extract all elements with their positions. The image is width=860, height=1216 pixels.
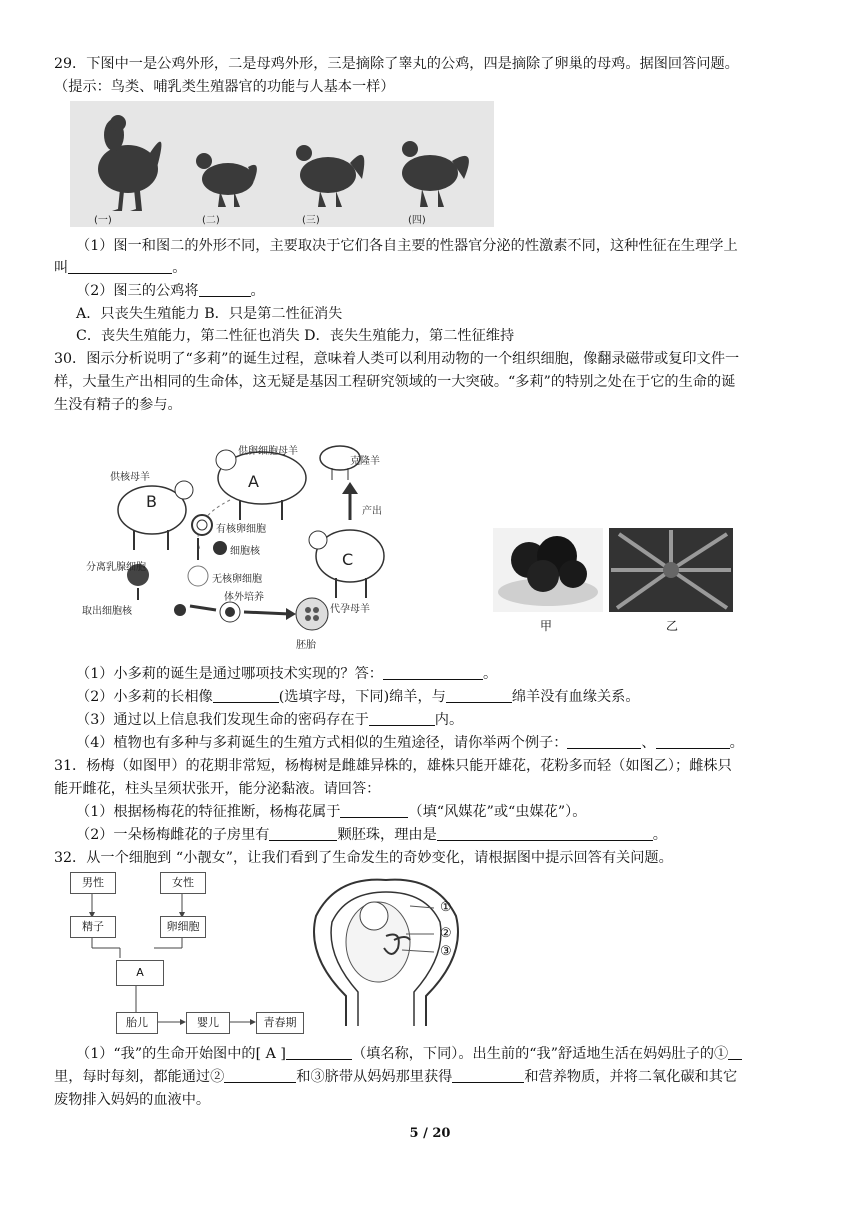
q32-stem: 32．从一个细胞到 “小靓女”，让我们看到了生命发生的奇妙变化，请根据图中提示回答有关问题。 <box>54 850 673 866</box>
q29-option-ab: A．只丧失生殖能力 B．只是第二性征消失 <box>76 306 343 322</box>
enucleated-egg-label: 无核卵细胞 <box>212 574 262 585</box>
embryo-label: 胚胎 <box>296 640 316 651</box>
development-flowchart <box>64 872 304 1036</box>
fig-label-1: (一) <box>94 215 112 226</box>
marker-1: ① <box>440 900 452 915</box>
nucleus-donor-label: 供核母羊 <box>110 472 150 483</box>
answer-blank[interactable] <box>340 803 408 818</box>
surrogate-label: 代孕母羊 <box>330 604 370 615</box>
cell-nucleus-label: 细胞核 <box>230 546 260 557</box>
answer-blank[interactable] <box>383 665 483 680</box>
sperm-box: 精子 <box>70 916 116 938</box>
baby-box: 婴儿 <box>186 1012 230 1034</box>
egg-box: 卵细胞 <box>160 916 206 938</box>
answer-blank[interactable] <box>656 734 730 749</box>
output-label: 产出 <box>362 506 382 517</box>
q29-option-cd: C．丧失生殖能力，第二性征也消失 D．丧失生殖能力，第二性征维持 <box>76 328 515 344</box>
answer-blank[interactable] <box>213 688 279 703</box>
fig-label-4: (四) <box>408 215 426 226</box>
chickens-illustration <box>70 101 494 227</box>
fig-label-3: (三) <box>302 215 320 226</box>
fetus-box: 胎儿 <box>116 1012 158 1034</box>
q29-sub1-line2: 叫 。 <box>54 260 187 276</box>
bayberry-photo-yi <box>609 528 733 612</box>
female-box: 女性 <box>160 872 206 894</box>
q30-sub1: （1）小多莉的诞生是通过哪项技术实现的？答： 。 <box>76 666 498 682</box>
answer-blank[interactable] <box>224 1068 296 1083</box>
answer-blank[interactable] <box>68 259 172 274</box>
answer-blank[interactable] <box>452 1068 524 1083</box>
fig-label-2: (二) <box>202 215 220 226</box>
egg-with-nucleus-label: 有核卵细胞 <box>216 524 266 535</box>
q29-hint: （提示：鸟类、哺乳类生殖器官的功能与人基本一样） <box>54 79 395 95</box>
separate-cells-label: 分离乳腺细胞 <box>86 562 146 573</box>
answer-blank[interactable] <box>437 826 653 841</box>
puberty-box: 青春期 <box>256 1012 304 1034</box>
q31-sub2: （2）一朵杨梅雌花的子房里有 颗胚珠，理由是 。 <box>76 827 667 843</box>
q32-sub1-line1: （1）“我”的生命开始图中的[ A ] （填名称，下同）。出生前的“我”舒适地生活在妈妈肚子的① <box>76 1044 742 1064</box>
answer-blank[interactable] <box>446 688 512 703</box>
q29-sub2: （2）图三的公鸡将 。 <box>76 283 265 299</box>
q29-stem-line1: 29．下图中一是公鸡外形，二是母鸡外形，三是摘除了睾丸的公鸡，四是摘除了卵巢的母鸡。据图回答问题。 <box>54 56 739 72</box>
q31-sub1: （1）根据杨梅花的特征推断，杨梅花属于 （填“风媒花”或“虫媒花”）。 <box>76 804 587 820</box>
take-nucleus-label: 取出细胞核 <box>82 606 132 617</box>
q30-stem-line1: 30．图示分析说明了“多莉”的诞生过程，意味着人类可以利用动物的一个组织细胞，像翻录磁带或复印文件一 <box>54 351 740 367</box>
q30-sub4: （4）植物也有多种与多莉诞生的生殖方式相似的生殖途径，请你举两个例子： 、 。 <box>76 735 744 751</box>
q32-sub1-line3: 废物排入妈妈的血液中。 <box>54 1092 211 1108</box>
egg-donor-label: 供卵细胞母羊 <box>238 446 298 457</box>
dolly-cloning-diagram <box>80 430 420 656</box>
q31-stem-line1: 31．杨梅（如图甲）的花期非常短，杨梅树是雌雄异株的，雄株只能开雄花，花粉多而轻（如图乙）；雌株只 <box>54 758 732 774</box>
answer-blank[interactable] <box>728 1045 742 1060</box>
chickens-figure <box>70 101 494 227</box>
answer-blank[interactable] <box>369 711 435 726</box>
sheep-c-label: C <box>342 550 354 569</box>
answer-blank[interactable] <box>269 826 337 841</box>
bayberry-photo-jia <box>493 528 603 612</box>
marker-2: ② <box>440 926 452 941</box>
q31-stem-line2: 能开雌花，柱头呈须状张开，能分泌黏液。请回答： <box>54 781 381 797</box>
answer-blank[interactable] <box>199 282 251 297</box>
photo-label-yi: 乙 <box>666 619 679 633</box>
male-box: 男性 <box>70 872 116 894</box>
q30-sub2: （2）小多莉的长相像 (选填字母，下同)绵羊，与 绵羊没有血缘关系。 <box>76 689 640 705</box>
answer-blank[interactable] <box>286 1045 352 1060</box>
photo-label-jia: 甲 <box>540 619 553 633</box>
q30-sub3: （3）通过以上信息我们发现生命的密码存在于 内。 <box>76 712 464 728</box>
q32-sub1-line2: 里，每时每刻，都能通过② 和③脐带从妈妈那里获得 和营养物质，并将二氧化碳和其它 <box>54 1069 738 1085</box>
q30-stem-line2: 样，大量生产出相同的生命体，这无疑是基因工程研究领域的一大突破。“多莉”的特别之处在于它的生命的诞 <box>54 374 736 390</box>
clone-label: 克隆羊 <box>350 456 380 467</box>
page-number: 5 / 20 <box>409 1126 451 1141</box>
q30-stem-line3: 生没有精子的参与。 <box>54 397 182 413</box>
in-vitro-culture-label: 体外培养 <box>224 592 264 603</box>
sheep-b-label: B <box>146 492 157 511</box>
fertilized-egg-a-box: A <box>116 960 164 986</box>
answer-blank[interactable] <box>567 734 641 749</box>
marker-3: ③ <box>440 944 452 959</box>
sheep-a-label: A <box>248 472 259 491</box>
q29-sub1-line1: （1）图一和图二的外形不同，主要取决于它们各自主要的性器官分泌的性激素不同，这种性征在生理学上 <box>76 238 738 254</box>
